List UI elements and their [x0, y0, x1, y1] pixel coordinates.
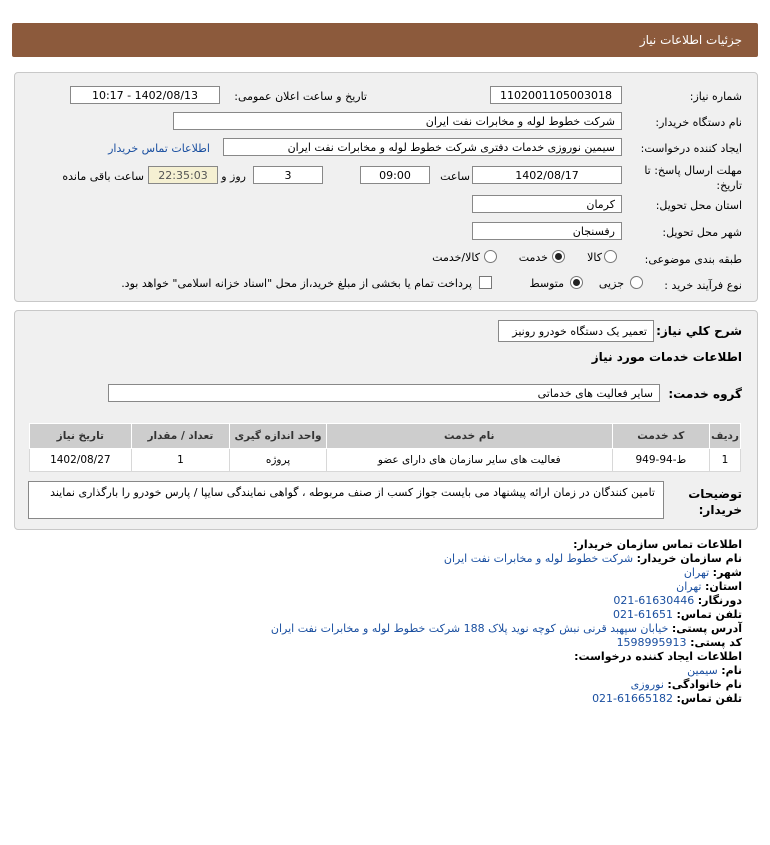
cell-quantity: 1	[131, 449, 230, 472]
process-minor-radio[interactable]	[630, 276, 643, 289]
need-number-field: 1102001105003018	[490, 86, 622, 104]
org-contact-heading: اطلاعات تماس سازمان خریدار:	[573, 538, 742, 551]
category-service-radio[interactable]	[552, 250, 565, 263]
cell-row-number: 1	[710, 449, 741, 472]
announce-field: 1402/08/13 - 10:17	[70, 86, 220, 104]
cell-unit: پروژه	[230, 449, 327, 472]
category-service-label: خدمت	[518, 251, 548, 264]
process-minor-label: جزیی	[598, 277, 624, 290]
creator-last-name-row: نام خانوادگی: نوروزی	[630, 678, 742, 691]
deadline-time-field: 09:00	[360, 166, 430, 184]
buyer-field: شرکت خطوط لوله و مخابرات نفت ایران	[173, 112, 622, 130]
buyer-notes-field: تامین کنندگان در زمان ارائه پیشنهاد می بایست جواز کسب از صنف مربوطه ، گواهی نمایندگی سایپا / پارس خودرو را بارگذاری نمایند	[28, 481, 664, 519]
deadline-time-label: ساعت	[440, 170, 470, 183]
table-row	[30, 449, 741, 472]
org-fax-row: دورنگار: 021-61630446	[613, 594, 742, 607]
buyer-notes-label: توضیحات	[688, 487, 742, 501]
buyer-label: نام دستگاه خریدار:	[655, 116, 742, 129]
treasury-payment-checkbox[interactable]	[479, 276, 492, 289]
need-info-panel	[14, 72, 758, 302]
city-field: رفسنجان	[472, 222, 622, 240]
service-group-field: سایر فعالیت های خدماتی	[108, 384, 660, 402]
need-number-label: شماره نیاز:	[689, 90, 742, 103]
city-label: شهر محل تحویل:	[662, 226, 742, 239]
org-province-row: استان: تهران	[676, 580, 742, 593]
col-unit: واحد اندازه گیری	[230, 424, 327, 449]
buyer-contact-link[interactable]: اطلاعات تماس خریدار	[108, 142, 210, 155]
col-service-code: کد خدمت	[612, 424, 709, 449]
col-quantity: تعداد / مقدار	[131, 424, 230, 449]
deadline-label: مهلت ارسال پاسخ: تا	[644, 164, 742, 177]
treasury-payment-note: پرداخت تمام یا بخشی از مبلغ خرید،از محل "اسناد خزانه اسلامی" خواهد بود.	[121, 277, 472, 290]
days-label: روز و	[221, 170, 246, 183]
page-title: جزئیات اطلاعات نیاز	[639, 33, 742, 47]
buyer-notes-label-2: خریدار:	[698, 503, 742, 517]
creator-label: ایجاد کننده درخواست:	[640, 142, 742, 155]
services-table-header	[30, 424, 741, 449]
deadline-date-field: 1402/08/17	[472, 166, 622, 184]
announce-label: تاریخ و ساعت اعلان عمومی:	[234, 90, 367, 103]
creator-phone-row: تلفن تماس: 021-61665182	[592, 692, 742, 705]
category-goods-service-radio[interactable]	[484, 250, 497, 263]
category-label: طبقه بندی موضوعی:	[644, 253, 742, 266]
org-city-row: شهر: تهران	[683, 566, 742, 579]
col-service-name: نام خدمت	[326, 424, 612, 449]
org-postal-row: کد پستی: 1598995913	[616, 636, 742, 649]
remaining-time-field: 22:35:03	[148, 166, 218, 184]
org-name-row: نام سازمان خریدار: شرکت خطوط لوله و مخابرات نفت ایران	[443, 552, 742, 565]
services-table	[29, 423, 741, 472]
remaining-label: ساعت باقی مانده	[62, 170, 144, 183]
page-title-bar	[12, 23, 758, 57]
cell-need-date: 1402/08/27	[30, 449, 132, 472]
services-heading: اطلاعات خدمات مورد نیاز	[591, 350, 742, 364]
province-label: استان محل تحویل:	[655, 199, 742, 212]
service-group-label: گروه خدمت:	[668, 387, 742, 401]
category-goods-service-label: کالا/خدمت	[432, 251, 480, 264]
category-goods-label: کالا	[587, 251, 602, 264]
cell-service-name: فعالیت های سایر سازمان های دارای عضو	[326, 449, 612, 472]
cell-service-code: ط-94-949	[612, 449, 709, 472]
days-field: 3	[253, 166, 323, 184]
province-field: کرمان	[472, 195, 622, 213]
creator-field: سیمین نوروزی خدمات دفتری شرکت خطوط لوله و مخابرات نفت ایران	[223, 138, 622, 156]
general-description-label: شرح کلي نیاز:	[656, 324, 742, 338]
creator-contact-heading: اطلاعات ایجاد کننده درخواست:	[574, 650, 742, 663]
process-label: نوع فرآیند خرید :	[664, 279, 742, 292]
process-medium-radio[interactable]	[570, 276, 583, 289]
col-need-date: تاریخ نیاز	[30, 424, 132, 449]
col-row-number: ردیف	[710, 424, 741, 449]
org-address-row: آدرس پستی: خیابان سپهبد قرنی نبش کوچه نوید پلاک 188 شرکت خطوط لوله و مخابرات نفت ایران	[270, 622, 742, 635]
general-description-field: تعمیر یک دستگاه خودرو رونیز	[498, 320, 654, 342]
creator-first-name-row: نام: سیمین	[687, 664, 742, 677]
process-medium-label: متوسط	[529, 277, 564, 290]
deadline-date-label: تاریخ:	[716, 179, 742, 192]
category-goods-radio[interactable]	[604, 250, 617, 263]
org-phone-row: تلفن تماس: 021-61651	[613, 608, 742, 621]
